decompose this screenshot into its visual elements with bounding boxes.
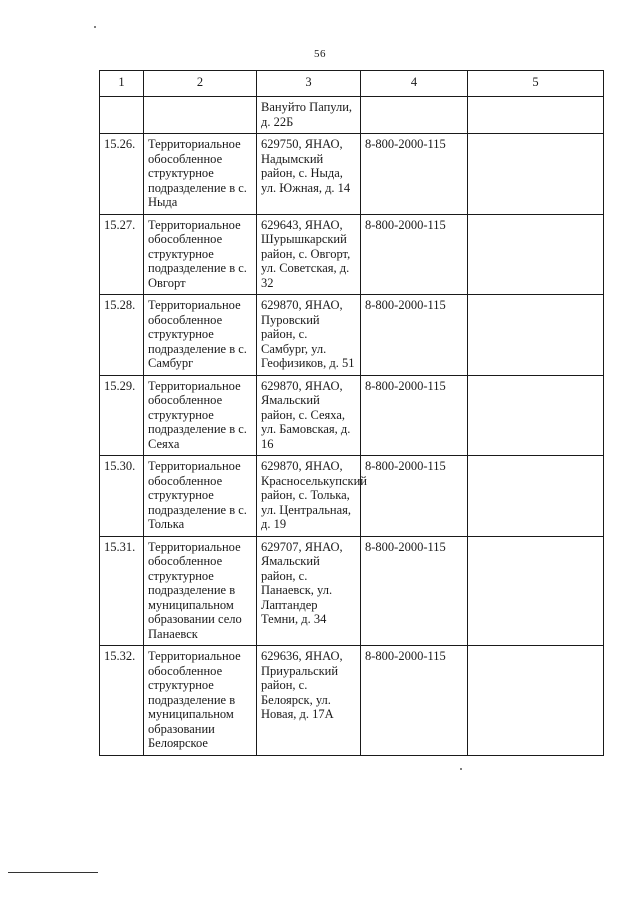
note-cell — [468, 134, 604, 215]
note-cell — [468, 536, 604, 646]
address-cell: 629870, ЯНАО, Пуровский район, с. Самбург, ул. Геофизиков, д. 51 — [257, 295, 361, 376]
address-cell: 629870, ЯНАО, Ямальский район, с. Сеяха, ул. Бамовская, д. 16 — [257, 375, 361, 456]
num-cell: 15.26. — [100, 134, 144, 215]
phone-cell: 8-800-2000-115 — [361, 375, 468, 456]
table-row — [100, 646, 604, 756]
note-cell — [468, 214, 604, 295]
footnote-rule — [8, 872, 98, 873]
offices-table — [99, 70, 604, 756]
note-cell — [468, 646, 604, 756]
name-cell: Территориальное обособленное структурное подразделение в с. Овгорт — [144, 214, 257, 295]
note-cell — [468, 97, 604, 134]
address-cell: 629750, ЯНАО, Надымский район, с. Ныда, ул. Южная, д. 14 — [257, 134, 361, 215]
name-cell: Территориальное обособленное структурное подразделение в муниципальном образовании село Панаевск — [144, 536, 257, 646]
note-cell — [468, 456, 604, 537]
phone-cell: 8-800-2000-115 — [361, 134, 468, 215]
table-row — [100, 214, 604, 295]
table-row — [100, 295, 604, 376]
phone-cell: 8-800-2000-115 — [361, 456, 468, 537]
phone-cell: 8-800-2000-115 — [361, 214, 468, 295]
header-cell-2: 2 — [144, 71, 257, 97]
note-cell — [468, 375, 604, 456]
num-cell: 15.32. — [100, 646, 144, 756]
name-cell: Территориальное обособленное структурное подразделение в с. Ныда — [144, 134, 257, 215]
table-row — [100, 375, 604, 456]
name-cell: Территориальное обособленное структурное подразделение в муниципальном образовании Белоярское — [144, 646, 257, 756]
phone-cell: 8-800-2000-115 — [361, 295, 468, 376]
phone-cell: 8-800-2000-115 — [361, 646, 468, 756]
num-cell: 15.30. — [100, 456, 144, 537]
header-cell-1: 1 — [100, 71, 144, 97]
note-cell — [468, 295, 604, 376]
num-cell — [100, 97, 144, 134]
page-number: 56 — [314, 48, 326, 60]
table-row — [100, 536, 604, 646]
phone-cell — [361, 97, 468, 134]
name-cell: Территориальное обособленное структурное подразделение в с. Толька — [144, 456, 257, 537]
header-cell-5: 5 — [468, 71, 604, 97]
header-row — [100, 71, 604, 97]
header-cell-3: 3 — [257, 71, 361, 97]
address-cell: 629870, ЯНАО, Красноселькупский район, с. Толька, ул. Центральная, д. 19 — [257, 456, 361, 537]
name-cell: Территориальное обособленное структурное подразделение в с. Сеяха — [144, 375, 257, 456]
scan-speck — [460, 768, 462, 770]
address-cell: Вануйто Папули, д. 22Б — [257, 97, 361, 134]
num-cell: 15.29. — [100, 375, 144, 456]
num-cell: 15.28. — [100, 295, 144, 376]
name-cell: Территориальное обособленное структурное подразделение в с. Самбург — [144, 295, 257, 376]
scan-speck — [94, 26, 96, 28]
name-cell — [144, 97, 257, 134]
continuation-row — [100, 97, 604, 134]
address-cell: 629707, ЯНАО, Ямальский район, с. Панаевск, ул. Лаптандер Темни, д. 34 — [257, 536, 361, 646]
phone-cell: 8-800-2000-115 — [361, 536, 468, 646]
header-cell-4: 4 — [361, 71, 468, 97]
table-row — [100, 456, 604, 537]
address-cell: 629636, ЯНАО, Приуральский район, с. Белоярск, ул. Новая, д. 17А — [257, 646, 361, 756]
table-row — [100, 134, 604, 215]
address-cell: 629643, ЯНАО, Шурышкарский район, с. Овгорт, ул. Советская, д. 32 — [257, 214, 361, 295]
num-cell: 15.31. — [100, 536, 144, 646]
num-cell: 15.27. — [100, 214, 144, 295]
